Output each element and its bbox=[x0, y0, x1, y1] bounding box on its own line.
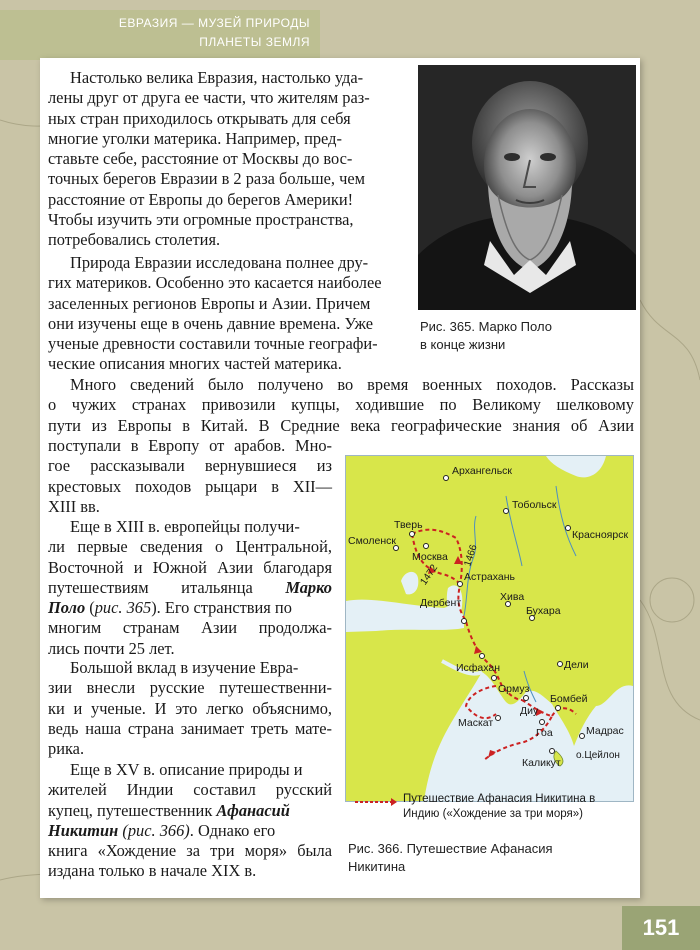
text-line: книга «Хождение за три моря» была bbox=[48, 841, 332, 861]
text-line: лены друг от друга ее части, что жителям раз- bbox=[48, 88, 370, 108]
year-label-start: 1466 bbox=[462, 543, 480, 568]
text-line: гих материков. Особенно это касается наиболее bbox=[48, 273, 382, 293]
nikitin-journey-map bbox=[345, 455, 634, 802]
text-line: лись почти 25 лет. bbox=[48, 638, 175, 658]
text-line: заселенных регионов Европы и Азии. Причем bbox=[48, 293, 371, 313]
text-line: потребовались столетия. bbox=[48, 230, 221, 250]
text-line: Еще в XIII в. европейцы получи- bbox=[70, 517, 300, 536]
city-label-deli: Дели bbox=[564, 659, 589, 671]
text-line: Много сведений было получено во время военных походов. Рассказы bbox=[70, 375, 634, 394]
paragraph-3-continued bbox=[48, 436, 332, 517]
text-line: ли первые сведения о Центральной, bbox=[48, 537, 332, 557]
text-line: поступали в Европу от арабов. Мно- bbox=[48, 436, 332, 455]
text-fragment: купец, путешественник bbox=[48, 800, 213, 820]
text-line: ческие описания многих частей материка. bbox=[48, 354, 342, 374]
text-line: рика. bbox=[48, 739, 85, 759]
text-line: ных стран приходилось открывать для себя bbox=[48, 108, 351, 128]
text-fragment: путешествиям итальянца bbox=[48, 577, 253, 597]
caption-line: Рис. 365. Марко Поло bbox=[420, 319, 552, 334]
city-label-bombey: Бомбей bbox=[550, 693, 588, 705]
city-label-kalikut: Каликут bbox=[522, 757, 561, 769]
city-label-isfahan: Исфахан bbox=[456, 662, 501, 674]
city-label-maskat: Маскат bbox=[458, 717, 494, 729]
section-title bbox=[70, 14, 310, 52]
legend-text bbox=[403, 792, 595, 822]
city-label-moskva: Москва bbox=[412, 551, 448, 563]
text-line: Чтобы изучить эти огромные пространства, bbox=[48, 210, 354, 230]
text-line: жителей Индии составил русский bbox=[48, 780, 332, 800]
paragraph-6 bbox=[48, 760, 332, 882]
text-line: пути из Европы в Китай. В Средние века географические знания об Азии bbox=[48, 415, 634, 435]
text-line: многим странам Азии продолжа- bbox=[48, 618, 332, 638]
text-fragment: ). Его странствия по bbox=[151, 598, 292, 618]
legend-line: Индию («Хождение за три моря») bbox=[403, 808, 583, 820]
city-label-krasnoyarsk: Красноярск bbox=[572, 529, 629, 541]
city-label-arkhangelsk: Архангельск bbox=[452, 465, 513, 477]
text-line bbox=[48, 801, 332, 821]
text-fragment: . Однако его bbox=[189, 820, 276, 840]
paragraph-4 bbox=[48, 517, 332, 659]
text-line: они изучены еще в очень давние времена. Уже bbox=[48, 313, 373, 333]
text-line bbox=[48, 821, 332, 841]
page-number: 151 bbox=[622, 906, 700, 950]
figure-reference: (рис. 366) bbox=[122, 820, 190, 840]
paragraph-1 bbox=[48, 68, 408, 251]
paragraph-3 bbox=[48, 375, 634, 436]
city-label-ormuz: Ормуз bbox=[498, 683, 530, 695]
city-label-tver: Тверь bbox=[394, 519, 423, 531]
island-label-tseylon: о.Цейлон bbox=[576, 750, 620, 761]
map-legend bbox=[345, 792, 635, 828]
text-line: Большой вклад в изучение Евра- bbox=[70, 658, 299, 677]
city-label-bukhara: Бухара bbox=[526, 605, 561, 617]
city-label-khiva: Хива bbox=[500, 591, 525, 603]
text-line: издана только в начале XIX в. bbox=[48, 861, 257, 881]
text-line: ставьте себе, расстояние от Москвы до вос- bbox=[48, 149, 353, 169]
year-label-end: 1472 bbox=[418, 562, 441, 588]
text-line: ученые древности составили точные географи- bbox=[48, 334, 378, 354]
text-line: Восточной и Южной Азии благодаря bbox=[48, 557, 332, 577]
caption-line: в конце жизни bbox=[420, 337, 506, 352]
caption-line: Рис. 366. Путешествие Афанасия bbox=[348, 841, 553, 856]
city-label-diu: Диу bbox=[520, 705, 539, 717]
city-label-goa: Гоа bbox=[536, 727, 553, 739]
city-label-madras: Мадрас bbox=[586, 725, 624, 737]
section-title-line1: ЕВРАЗИЯ — МУЗЕЙ ПРИРОДЫ bbox=[118, 16, 310, 30]
person-name: Марко bbox=[285, 577, 332, 597]
text-line: Настолько велика Евразия, настолько уда- bbox=[70, 68, 364, 87]
text-line: ведь наша страна занимает треть мате- bbox=[48, 718, 332, 738]
text-line bbox=[48, 598, 332, 618]
text-line: Природа Евразии исследована полнее дру- bbox=[70, 253, 369, 272]
marco-polo-portrait bbox=[418, 65, 636, 310]
person-name: Поло bbox=[48, 598, 86, 618]
text-line: ки и ученые. И это легко объяснимо, bbox=[48, 698, 332, 718]
text-line: крестовых походов рыцари в XII— bbox=[48, 476, 332, 496]
text-fragment: ( bbox=[89, 598, 95, 618]
text-line: расстояние от Европы до берегов Америки! bbox=[48, 189, 354, 209]
paragraph-5 bbox=[48, 658, 332, 759]
text-line: зии внесли русские путешественни- bbox=[48, 678, 332, 698]
person-name: Никитин bbox=[48, 820, 119, 840]
route-legend-line bbox=[355, 796, 397, 808]
person-name: Афанасий bbox=[216, 800, 290, 820]
section-title-line2: ПЛАНЕТЫ ЗЕМЛЯ bbox=[199, 35, 310, 49]
city-label-tobolsk: Тобольск bbox=[512, 499, 557, 511]
figure-365-caption bbox=[420, 318, 630, 354]
figure-366-caption bbox=[348, 840, 628, 876]
caption-line: Никитина bbox=[348, 859, 406, 874]
paragraph-2 bbox=[48, 253, 408, 375]
text-line: Еще в XV в. описание природы и bbox=[70, 760, 303, 779]
text-line: XIII вв. bbox=[48, 496, 100, 516]
figure-reference: рис. 365 bbox=[94, 598, 152, 618]
text-line bbox=[48, 578, 332, 598]
city-label-astrakhan: Астрахань bbox=[464, 571, 515, 583]
text-line: точных берегов Евразии в 2 раза больше, чем bbox=[48, 169, 365, 189]
text-line: многие уголки материка. Например, пред- bbox=[48, 128, 342, 148]
text-line: о чужих странах привозили купцы, ходившие по Великому шелковому bbox=[48, 395, 634, 415]
city-label-derbent: Дербент bbox=[420, 597, 462, 609]
city-label-smolensk: Смоленск bbox=[348, 535, 397, 547]
text-line: гое рассказывали вернувшиеся из bbox=[48, 456, 332, 476]
legend-line: Путешествие Афанасия Никитина в bbox=[403, 793, 596, 805]
